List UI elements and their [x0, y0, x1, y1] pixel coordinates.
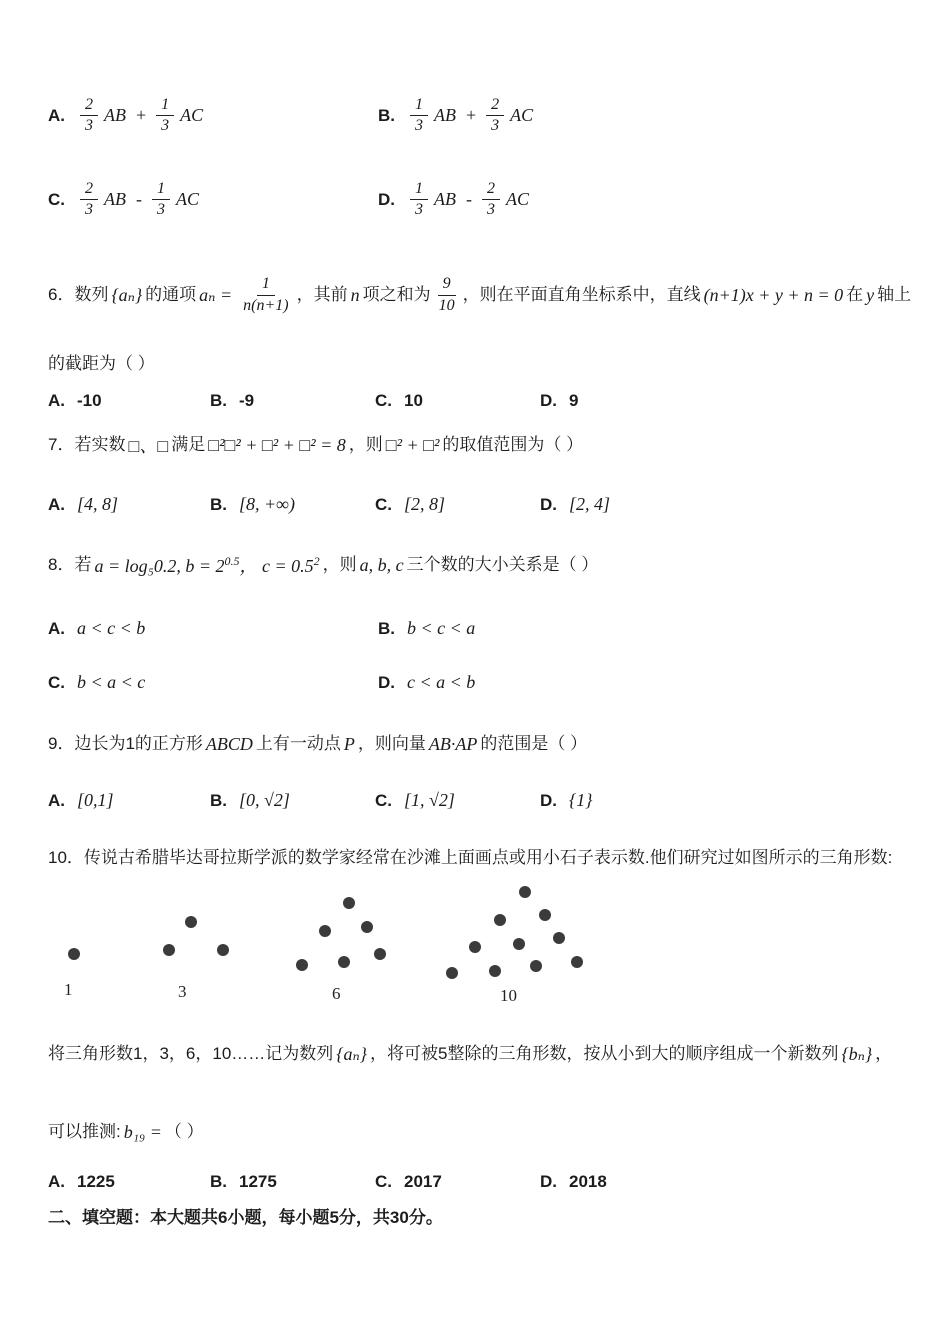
option-label: A.: [48, 105, 65, 125]
fraction-denominator: 3: [415, 201, 423, 219]
option-label: D.: [540, 1172, 557, 1191]
q10-stem-line1: [48, 846, 914, 871]
section-heading-text: 二、填空题：本大题共6小题，每小题5分，共30分。: [48, 1208, 443, 1227]
q10-stem-line3: [48, 1120, 914, 1145]
q7-options-row: [48, 494, 914, 520]
stone-dot: [361, 921, 373, 933]
option-value: {1}: [569, 790, 593, 810]
math-segment: {aₙ}: [111, 284, 143, 305]
math-segment: □、□: [128, 436, 169, 456]
q6-stem-line1: [48, 268, 914, 322]
option-value: b < a < c: [77, 672, 146, 692]
math-segment: [94, 552, 319, 578]
stone-dot: [163, 944, 175, 956]
text-segment: 9．边长为1的正方形: [48, 734, 203, 753]
text-segment: ，则: [348, 434, 383, 454]
q9-stem: [48, 732, 914, 757]
fraction: [238, 275, 293, 315]
text-segment: 可以推测:: [48, 1122, 121, 1141]
text-segment: ，: [875, 1044, 893, 1063]
stone-dot: [343, 897, 355, 909]
option-value: [2, 8]: [404, 494, 446, 514]
option-q10-d: [540, 1172, 607, 1192]
option-label: B.: [210, 790, 227, 810]
operator: -: [466, 189, 472, 210]
fraction: [434, 275, 460, 315]
option-value: 9: [569, 391, 579, 410]
option-label: A.: [48, 494, 65, 514]
option-q10-b: [210, 1172, 277, 1192]
fraction: [152, 180, 170, 220]
fraction-denominator: 3: [85, 201, 93, 219]
option-value: [8, +∞): [239, 494, 295, 514]
text-segment: ，将可被5整除的三角形数，按从小到大的顺序组成一个新数列: [369, 1044, 839, 1063]
stone-dot: [489, 965, 501, 977]
text-segment: 轴上: [877, 284, 912, 304]
q9-options-row: [48, 790, 914, 818]
text-segment: 的范围是（ ）: [480, 734, 588, 753]
option-label: D.: [540, 391, 557, 410]
math-segment: □² + □²: [385, 434, 440, 455]
q10-stem-line2: [48, 1042, 914, 1067]
option-label: D.: [540, 790, 557, 810]
option-q6-d: [540, 391, 578, 411]
option-q8-a: [48, 618, 145, 639]
fraction-denominator: 3: [491, 117, 500, 135]
fraction-numerator: 2: [482, 180, 500, 200]
option-q8-c: [48, 672, 145, 693]
option-value: -9: [239, 391, 255, 410]
stone-dot: [553, 932, 565, 944]
option-value: 2017: [404, 1172, 442, 1191]
text-segment: ，则向量: [357, 734, 426, 753]
option-q7-b: [210, 494, 295, 515]
math-segment: ABCD: [205, 733, 253, 754]
stone-dot: [513, 938, 525, 950]
math-segment: y: [866, 284, 875, 305]
math-segment: □²□² + □² + □² = 8: [208, 434, 346, 455]
option-value: [0, √2]: [239, 790, 290, 810]
fraction-numerator: 9: [438, 275, 456, 295]
vector-term: AC: [506, 189, 530, 210]
text-segment: 的通项: [145, 284, 197, 304]
vector-term: AB: [434, 189, 456, 210]
vector-term: AC: [176, 189, 200, 210]
option-label: D.: [378, 672, 395, 692]
math-segment: AB·AP: [428, 733, 478, 754]
option-label: C.: [48, 189, 65, 209]
fraction-denominator: 3: [161, 117, 170, 135]
option-q9-c: [375, 790, 455, 811]
option-q8-b: [378, 618, 475, 639]
q6-options-row: [48, 391, 914, 417]
fraction: [410, 96, 428, 136]
option-q5-b: [378, 96, 536, 136]
stone-dot: [68, 948, 80, 960]
stone-dot: [539, 909, 551, 921]
option-label: B.: [210, 391, 227, 410]
option-q5-c: [48, 180, 202, 220]
math-text: ， c = 0.5: [239, 556, 314, 576]
text-segment: ，其前: [296, 284, 348, 304]
vector-term: AC: [510, 105, 534, 126]
operator: +: [136, 105, 147, 126]
fraction-denominator: 3: [157, 201, 165, 219]
option-q5-a: [48, 96, 206, 136]
exponent: 2: [313, 554, 320, 568]
math-segment: {bₙ}: [841, 1043, 873, 1064]
figure-number-label: 3: [178, 982, 187, 1001]
fraction-numerator: 2: [80, 180, 98, 200]
math-segment: P: [343, 733, 355, 754]
option-q9-b: [210, 790, 290, 811]
fraction-denominator: 3: [487, 201, 495, 219]
text-segment: ，则: [322, 554, 357, 574]
option-q6-a: [48, 391, 102, 411]
option-value: [1, √2]: [404, 790, 455, 810]
option-label: B.: [210, 494, 227, 514]
fraction-denominator: 3: [85, 117, 93, 135]
option-value: [4, 8]: [77, 494, 119, 514]
text-segment: 项之和为: [362, 284, 431, 304]
option-label: B.: [378, 618, 395, 638]
option-label: B.: [210, 1172, 227, 1191]
option-label: C.: [375, 494, 392, 514]
option-label: B.: [378, 105, 395, 125]
option-q5-d: [378, 180, 532, 220]
q5-options-row-1: [48, 96, 914, 146]
fraction-numerator: 1: [257, 275, 275, 295]
text-segment: 8．若: [48, 554, 92, 574]
vector-term: AB: [104, 105, 126, 126]
option-label: C.: [375, 790, 392, 810]
option-q6-c: [375, 391, 423, 411]
text-segment: 将三角形数1，3，6，10……记为数列: [48, 1044, 334, 1063]
fraction-numerator: 1: [410, 180, 428, 200]
q10-options-row: [48, 1172, 914, 1198]
option-label: C.: [48, 672, 65, 692]
option-value: a < c < b: [77, 618, 146, 638]
text-segment: 10．传说古希腊毕达哥拉斯学派的数学家经常在沙滩上面画点或用小石子表示数.他们研究过如图所示的三角形数:: [48, 848, 893, 867]
text-segment: 的取值范围为（ ）: [442, 434, 584, 454]
fraction-numerator: 2: [80, 96, 98, 116]
fraction: [410, 180, 428, 220]
vector-term: AB: [104, 189, 126, 210]
math-segment: {aₙ}: [336, 1043, 367, 1064]
figure-number-label: 6: [332, 984, 341, 1003]
option-label: A.: [48, 790, 65, 810]
operator: +: [466, 105, 477, 126]
q8-options-row-1: [48, 618, 914, 644]
fraction: [486, 96, 504, 136]
option-q9-d: [540, 790, 592, 811]
stone-dot: [519, 886, 531, 898]
operator: -: [136, 189, 142, 210]
text-segment: 在: [846, 284, 864, 304]
math-segment: n: [350, 284, 360, 305]
text-segment: 7．若实数: [48, 434, 126, 454]
option-label: C.: [375, 391, 392, 410]
option-q7-c: [375, 494, 445, 515]
text-segment: （ ）: [164, 1122, 204, 1141]
q6-stem-line2: [48, 352, 914, 377]
fraction-denominator: n(n+1): [243, 296, 289, 314]
vector-term: AB: [434, 105, 456, 126]
text-segment: ，则在平面直角坐标系中，直线: [462, 284, 701, 304]
fraction: [80, 180, 98, 220]
fraction: [80, 96, 98, 136]
option-q10-a: [48, 1172, 115, 1192]
option-q8-d: [378, 672, 475, 693]
option-value: b < c < a: [407, 618, 476, 638]
option-label: A.: [48, 618, 65, 638]
stone-dot: [446, 967, 458, 979]
fraction-numerator: 1: [156, 96, 174, 116]
fraction: [156, 96, 174, 136]
math-text: a = log₅0.2, b = 2: [94, 556, 225, 576]
fraction-denominator: 10: [438, 296, 455, 314]
option-value: 1225: [77, 1172, 115, 1191]
option-q7-d: [540, 494, 610, 515]
vector-term: AC: [180, 105, 204, 126]
option-value: 1275: [239, 1172, 277, 1191]
text-segment: 三个数的大小关系是（ ）: [406, 554, 599, 574]
stone-dot: [319, 925, 331, 937]
figure-number-label: 1: [64, 980, 73, 999]
stone-dot: [494, 914, 506, 926]
stone-dot: [374, 948, 386, 960]
section-2-heading: [48, 1206, 914, 1231]
option-label: A.: [48, 391, 65, 410]
q5-options-row-2: [48, 180, 914, 230]
text-segment: 上有一动点: [255, 734, 341, 753]
option-label: A.: [48, 1172, 65, 1191]
option-value: [0,1]: [77, 790, 114, 810]
stone-dot: [571, 956, 583, 968]
text-segment: 的截距为（ ）: [48, 354, 155, 373]
option-q10-c: [375, 1172, 442, 1192]
option-label: D.: [540, 494, 557, 514]
text-segment: 6．数列: [48, 284, 109, 304]
q8-options-row-2: [48, 672, 914, 698]
q8-stem: [48, 552, 914, 578]
option-value: -10: [77, 391, 102, 410]
stone-dot: [217, 944, 229, 956]
math-segment: (n+1)x + y + n = 0: [703, 284, 844, 305]
option-label: D.: [378, 189, 395, 209]
option-value: [2, 4]: [569, 494, 611, 514]
option-q9-a: [48, 790, 114, 811]
option-value: 2018: [569, 1172, 607, 1191]
stone-dot: [469, 941, 481, 953]
option-q6-b: [210, 391, 254, 411]
exponent: 0.5: [224, 554, 240, 568]
math-segment: aₙ =: [199, 284, 233, 305]
stone-dot: [338, 956, 350, 968]
fraction-numerator: 1: [152, 180, 170, 200]
stone-dot: [530, 960, 542, 972]
option-value: c < a < b: [407, 672, 476, 692]
triangular-numbers-figure: [48, 878, 668, 1016]
q7-stem: [48, 432, 914, 458]
text-segment: 满足: [171, 434, 206, 454]
fraction: [482, 180, 500, 220]
figure-number-label: 10: [500, 986, 517, 1005]
math-segment: b₁₉ =: [123, 1121, 162, 1142]
fraction-numerator: 1: [410, 96, 428, 116]
option-label: C.: [375, 1172, 392, 1191]
stone-dot: [185, 916, 197, 928]
option-value: 10: [404, 391, 423, 410]
fraction-denominator: 3: [415, 117, 423, 135]
fraction-numerator: 2: [486, 96, 504, 116]
option-q7-a: [48, 494, 118, 515]
math-segment: a, b, c: [359, 554, 404, 575]
stone-dot: [296, 959, 308, 971]
